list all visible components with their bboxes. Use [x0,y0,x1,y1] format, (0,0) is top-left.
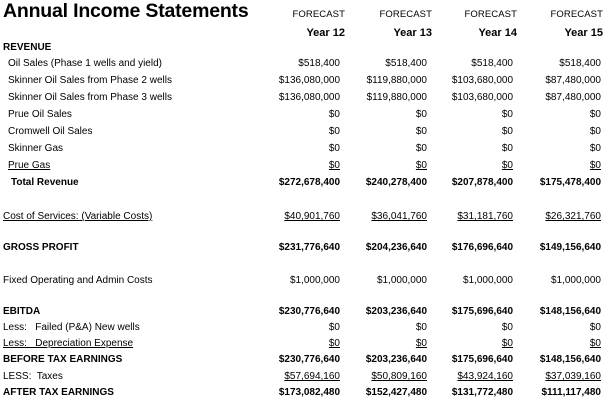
row-value: $175,696,640 [451,354,513,365]
row-value: $203,236,640 [365,306,427,317]
row-value: $136,080,000 [278,75,340,86]
row-label: EBITDA [3,306,41,317]
year-header: Year 14 [478,27,517,39]
row-value: $1,000,000 [376,275,427,286]
row-value: $204,236,640 [365,242,427,253]
row-label: Skinner Oil Sales from Phase 3 wells [8,92,172,103]
row-label: Total Revenue [11,177,79,188]
forecast-label: FORECAST [292,9,345,20]
row-value: $0 [328,143,340,154]
row-value: $1,000,000 [550,275,601,286]
table-row [0,75,610,91]
row-value: $518,400 [298,58,340,69]
row-value: $37,039,160 [545,371,601,382]
table-row [0,322,610,338]
row-value: $43,924,160 [457,371,513,382]
row-value: $207,878,400 [451,177,513,188]
table-row [0,338,610,354]
row-value: $148,156,640 [539,306,601,317]
table-row [0,109,610,125]
row-value: $36,041,760 [371,211,427,222]
row-value: $0 [501,126,513,137]
row-value: $176,696,640 [451,242,513,253]
row-value: $0 [589,126,601,137]
cost-of-services-row [0,211,610,227]
table-row [0,160,610,176]
row-value: $173,082,480 [278,387,340,398]
row-label: BEFORE TAX EARNINGS [3,354,123,365]
ebitda-row [0,306,610,322]
row-value: $0 [328,160,340,171]
row-value: $0 [328,126,340,137]
row-value: $230,776,640 [278,354,340,365]
row-value: $230,776,640 [278,306,340,317]
row-value: $111,117,480 [541,387,601,398]
table-row [0,58,610,74]
gross-profit-row [0,242,610,258]
row-value: $0 [589,338,601,349]
row-label: Prue Gas [8,160,51,171]
row-value: $518,400 [471,58,513,69]
row-value: $103,680,000 [451,75,513,86]
before-tax-earnings-row [0,354,610,370]
row-label: AFTER TAX EARNINGS [3,387,114,398]
year-header: Year 13 [393,27,432,39]
row-value: $87,480,000 [545,92,601,103]
row-value: $119,880,000 [366,75,427,86]
row-label: REVENUE [3,42,52,53]
row-value: $175,478,400 [539,177,601,188]
row-value: $119,880,000 [366,92,427,103]
row-label: Less: Depreciation Expense [3,338,134,349]
year-header: Year 12 [306,27,345,39]
row-label: GROSS PROFIT [3,242,79,253]
row-value: $1,000,000 [462,275,513,286]
row-value: $0 [415,143,427,154]
row-value: $175,696,640 [451,306,513,317]
taxes-row [0,371,610,387]
row-value: $26,321,760 [545,211,601,222]
row-value: $40,901,760 [284,211,340,222]
section-header-revenue [0,42,610,58]
row-value: $131,772,480 [451,387,513,398]
row-value: $87,480,000 [545,75,601,86]
table-row [0,126,610,142]
row-value: $1,000,000 [289,275,340,286]
row-value: $203,236,640 [365,354,427,365]
row-label: Fixed Operating and Admin Costs [3,275,153,286]
row-label: Less: Failed (P&A) New wells [3,322,140,333]
table-row [0,143,610,159]
row-value: $0 [589,109,601,120]
row-value: $31,181,760 [457,211,513,222]
row-value: $103,680,000 [451,92,513,103]
row-label: Skinner Oil Sales from Phase 2 wells [8,75,172,86]
year-header: Year 15 [564,27,603,39]
row-value: $0 [415,126,427,137]
row-value: $240,278,400 [365,177,427,188]
row-label: Oil Sales (Phase 1 wells and yield) [8,58,162,69]
row-value: $272,678,400 [278,177,340,188]
row-label: Cost of Services: (Variable Costs) [3,211,153,222]
fixed-costs-row [0,275,610,291]
row-value: $0 [501,322,513,333]
row-value: $0 [328,109,340,120]
row-value: $136,080,000 [278,92,340,103]
row-value: $0 [501,160,513,171]
row-value: $518,400 [385,58,427,69]
row-value: $0 [589,322,601,333]
total-revenue-row [0,177,610,193]
row-value: $0 [501,143,513,154]
row-value: $148,156,640 [539,354,601,365]
row-value: $231,776,640 [278,242,340,253]
row-value: $0 [589,143,601,154]
forecast-label: FORECAST [379,9,432,20]
row-value: $50,809,160 [371,371,427,382]
row-value: $518,400 [559,58,601,69]
table-row [0,92,610,108]
forecast-label: FORECAST [550,9,603,20]
row-value: $0 [328,338,340,349]
row-label: LESS: Taxes [3,371,63,382]
row-value: $0 [415,109,427,120]
row-value: $0 [415,322,427,333]
row-label: Cromwell Oil Sales [8,126,93,137]
row-value: $0 [415,338,427,349]
row-value: $0 [415,160,427,171]
statement-title: Annual Income Statements [3,0,249,22]
row-value: $0 [501,338,513,349]
row-value: $0 [328,322,340,333]
row-value: $152,427,480 [365,387,427,398]
after-tax-earnings-row [0,387,610,403]
forecast-label: FORECAST [464,9,517,20]
row-value: $57,694,160 [284,371,340,382]
row-value: $149,156,640 [539,242,601,253]
row-value: $0 [589,160,601,171]
row-value: $0 [501,109,513,120]
row-label: Prue Oil Sales [8,109,72,120]
row-label: Skinner Gas [8,143,64,154]
